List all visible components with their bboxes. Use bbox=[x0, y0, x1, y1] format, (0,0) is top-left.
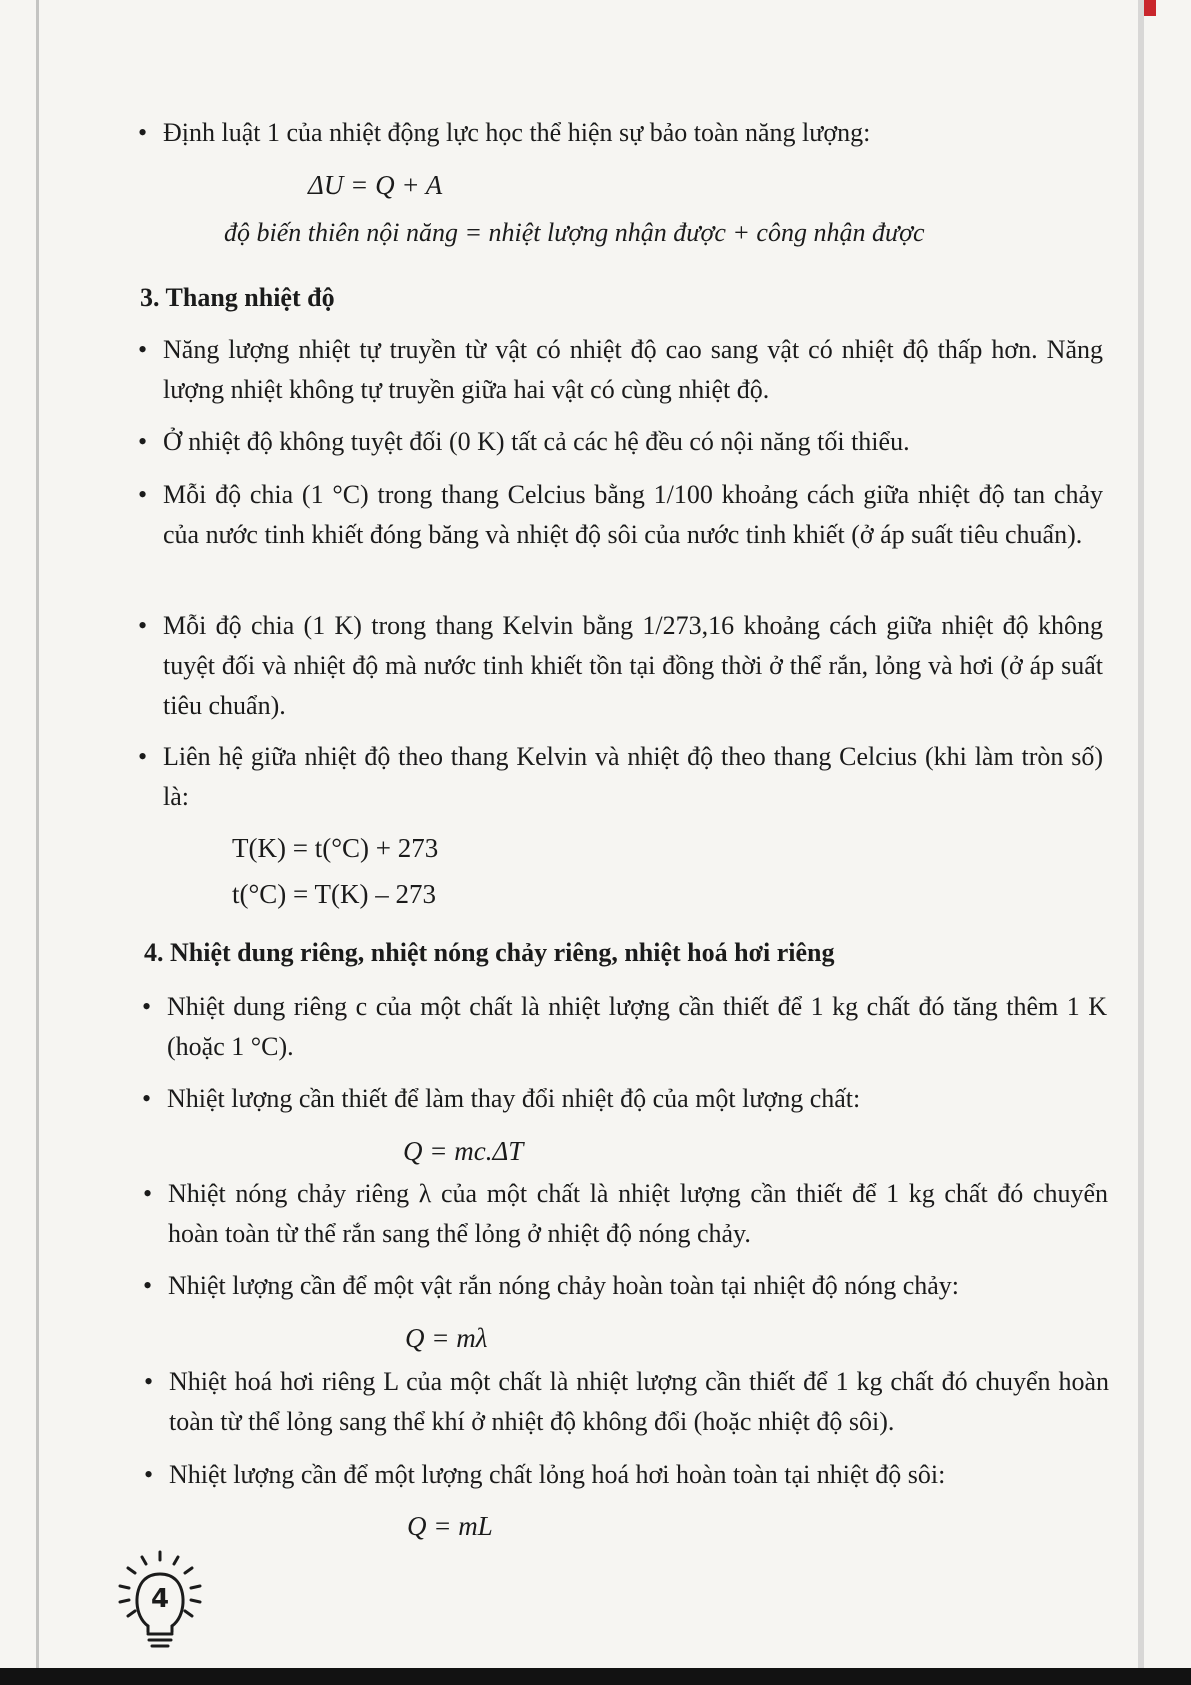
section-4-bullet-1 bbox=[142, 987, 1107, 1067]
corner-mark bbox=[1144, 0, 1156, 16]
bullet-text: Nhiệt nóng chảy riêng λ của một chất là nhiệt lượng cần thiết để 1 kg chất đó chuyển hoàn toàn từ thể rắn sang thể lỏng ở nhiệt độ nóng chảy. bbox=[168, 1179, 1108, 1248]
formula-delta-u: ΔU = Q + A bbox=[308, 170, 443, 200]
bullet-text: Mỗi độ chia (1 °C) trong thang Celcius bằng 1/100 khoảng cách giữa nhiệt độ tan chảy của nước tinh khiết đóng băng và nhiệt độ sôi của nước tinh khiết (ở áp suất tiêu chuẩn). bbox=[163, 480, 1103, 549]
section-3-bullet-2 bbox=[138, 422, 1103, 462]
bullet-icon: • bbox=[143, 1271, 153, 1300]
formula-kelvin: T(K) = t(°C) + 273 bbox=[232, 833, 439, 863]
bullet-text: Nhiệt lượng cần để một lượng chất lỏng hoá hơi hoàn toàn tại nhiệt độ sôi: bbox=[169, 1460, 946, 1489]
bullet-icon: • bbox=[144, 1367, 154, 1396]
bullet-icon: • bbox=[138, 118, 148, 147]
section-4-bullet-4 bbox=[143, 1266, 1108, 1306]
bullet-text: Nhiệt lượng cần để một vật rắn nóng chảy hoàn toàn tại nhiệt độ nóng chảy: bbox=[168, 1271, 960, 1300]
formula-melting: Q = mλ bbox=[405, 1323, 488, 1353]
section-4-bullet-2 bbox=[142, 1079, 1107, 1119]
section-3-bullet-1 bbox=[138, 330, 1103, 410]
section-3-heading: 3. Thang nhiệt độ bbox=[140, 283, 335, 312]
section-3-bullet-3 bbox=[138, 475, 1103, 555]
bullet-icon: • bbox=[138, 742, 148, 771]
bullet-icon: • bbox=[142, 1084, 152, 1113]
bullet-icon: • bbox=[138, 335, 148, 364]
bullet-icon: • bbox=[144, 1460, 154, 1489]
page-number: 4 bbox=[150, 1584, 170, 1614]
bullet-text: Năng lượng nhiệt tự truyền từ vật có nhiệt độ cao sang vật có nhiệt độ thấp hơn. Năng lượng nhiệt không tự truyền giữa hai vật có cùng nhiệt độ. bbox=[163, 335, 1103, 404]
bullet-icon: • bbox=[138, 480, 148, 509]
bullet-icon: • bbox=[138, 611, 148, 640]
bullet-text: Ở nhiệt độ không tuyệt đối (0 K) tất cả các hệ đều có nội năng tối thiểu. bbox=[163, 427, 910, 456]
section-4-heading: 4. Nhiệt dung riêng, nhiệt nóng chảy riêng, nhiệt hoá hơi riêng bbox=[144, 938, 835, 967]
page-number-badge bbox=[112, 1550, 208, 1656]
formula-celcius: t(°C) = T(K) – 273 bbox=[232, 879, 437, 909]
page-right-edge bbox=[1138, 0, 1144, 1685]
bullet-text: Nhiệt lượng cần thiết để làm thay đổi nhiệt độ của một lượng chất: bbox=[167, 1084, 861, 1113]
section-4-bullet-5 bbox=[144, 1362, 1109, 1442]
bullet-text: Nhiệt dung riêng c của một chất là nhiệt lượng cần thiết để 1 kg chất đó tăng thêm 1 K (hoặc 1 °C). bbox=[167, 992, 1107, 1061]
scan-bottom-border bbox=[0, 1668, 1191, 1685]
law-text: Định luật 1 của nhiệt động lực học thể hiện sự bảo toàn năng lượng: bbox=[163, 118, 871, 147]
bullet-text: Mỗi độ chia (1 K) trong thang Kelvin bằng 1/273,16 khoảng cách giữa nhiệt độ không tuyệt đối và nhiệt độ mà nước tinh khiết tồn tại đồng thời ở thể rắn, lỏng và hơi (ở áp suất tiêu chuẩn). bbox=[163, 611, 1103, 720]
bullet-icon: • bbox=[138, 427, 148, 456]
law-bullet bbox=[138, 113, 1103, 153]
formula-heat-capacity: Q = mc.ΔT bbox=[403, 1136, 524, 1166]
bullet-icon: • bbox=[143, 1179, 153, 1208]
bullet-icon: • bbox=[142, 992, 152, 1021]
formula-vaporization: Q = mL bbox=[407, 1511, 493, 1541]
formula-explanation: độ biến thiên nội năng = nhiệt lượng nhận được + công nhận được bbox=[224, 218, 925, 247]
bullet-text: Nhiệt hoá hơi riêng L của một chất là nhiệt lượng cần thiết để 1 kg chất đó chuyển hoàn toàn từ thể lỏng sang thể khí ở nhiệt độ không đổi (hoặc nhiệt độ sôi). bbox=[169, 1367, 1109, 1436]
section-3-bullet-4 bbox=[138, 606, 1103, 726]
section-3-bullet-5 bbox=[138, 737, 1103, 817]
section-4-bullet-6 bbox=[144, 1455, 1109, 1495]
page-left-edge bbox=[36, 0, 39, 1685]
section-4-bullet-3 bbox=[143, 1174, 1108, 1254]
bullet-text: Liên hệ giữa nhiệt độ theo thang Kelvin và nhiệt độ theo thang Celcius (khi làm tròn số) là: bbox=[163, 742, 1103, 811]
